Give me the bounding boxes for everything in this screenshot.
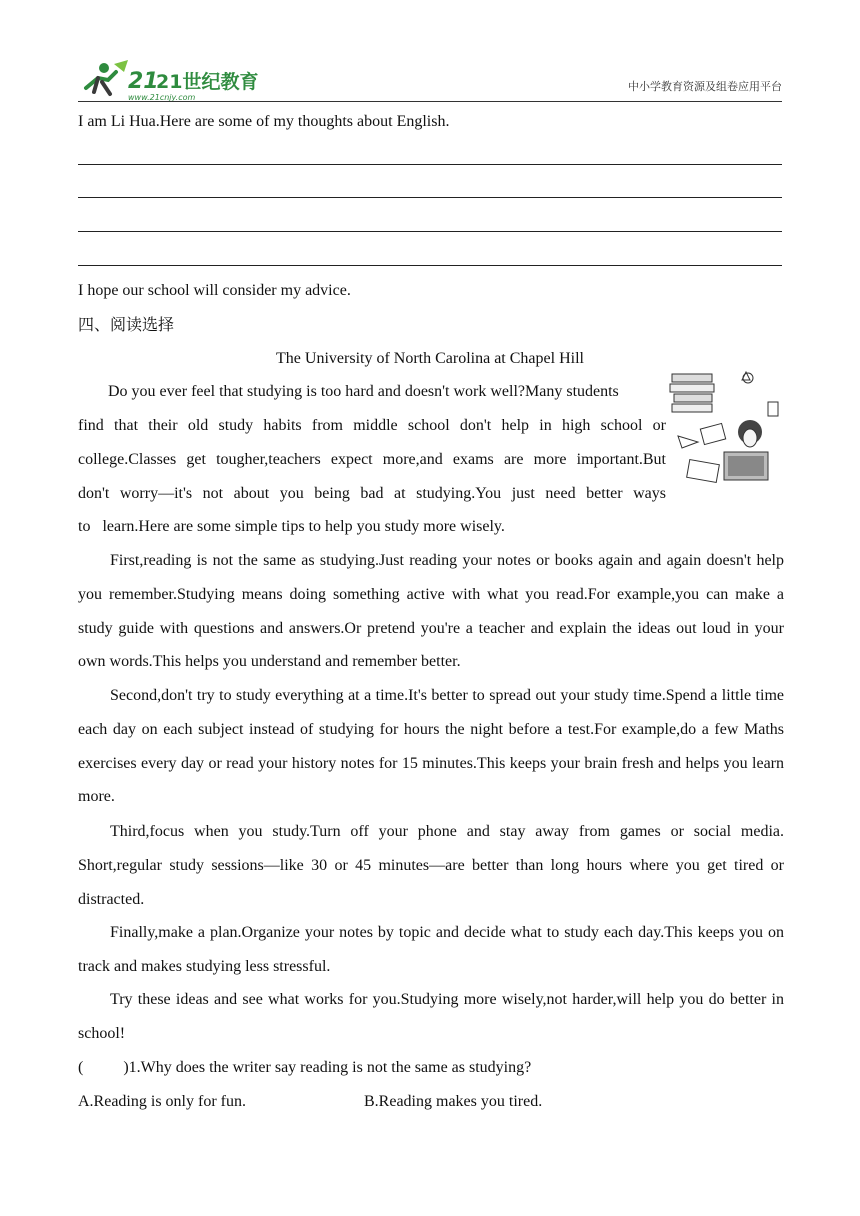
option-a[interactable]: A.Reading is only for fun.: [78, 1093, 246, 1110]
svg-text:www.21cnjy.com: www.21cnjy.com: [128, 93, 196, 102]
p1-line-5: to learn.Here are some simple tips to help you study more wisely.: [78, 518, 505, 535]
student-studying-illustration: [668, 366, 788, 494]
paragraph-5: Finally,make a plan.Organize your notes by topic and decide what to study each day.This keeps you on track and makes studying less stressful.: [78, 924, 784, 975]
svg-text:21: 21: [128, 69, 159, 94]
question-1-stem: ( )1.Why does the writer say reading is not the same as studying?: [78, 1059, 532, 1076]
answer-line-2[interactable]: [78, 197, 782, 198]
passage-title: The University of North Carolina at Chapel Hill: [276, 350, 584, 367]
paragraph-2: First,reading is not the same as studying.Just reading your notes or books again and again doesn't help you remember.Studying means doing something active with what you read.For example,you can make a study guide with questions and answers.Or pretend you're a teacher and explain the ideas out loud in your own words.This helps you understand and remember better.: [78, 552, 784, 671]
header-divider: [78, 101, 782, 102]
p1-line-4: don't worry—it's not about you being bad at studying.You just need better ways: [78, 485, 666, 502]
section-heading: 四、阅读选择: [78, 315, 175, 334]
p1-line-1: Do you ever feel that studying is too hard and doesn't work well?Many students: [108, 383, 619, 400]
logo-21cnjy: [78, 58, 278, 102]
answer-line-3[interactable]: [78, 231, 782, 232]
writing-opening: I am Li Hua.Here are some of my thoughts about English.: [78, 113, 450, 130]
page-header: [78, 58, 782, 102]
svg-text:21世纪教育: 21世纪教育: [156, 71, 259, 93]
answer-line-4[interactable]: [78, 265, 782, 266]
paragraph-3: Second,don't try to study everything at a time.It's better to spread out your study time.Spend a little time each day on each subject instead of studying for hours the night before a test.For example,do a few Maths exercises every day or read your history notes for 15 minutes.This keeps your brain fresh and helps you learn more.: [78, 687, 784, 806]
option-b[interactable]: B.Reading makes you tired.: [364, 1093, 543, 1110]
writing-closing: I hope our school will consider my advice.: [78, 282, 351, 299]
paragraph-6: Try these ideas and see what works for you.Studying more wisely,not harder,will help you do better in school!: [78, 991, 784, 1042]
p1-line-3: college.Classes get tougher,teachers expect more,and exams are more important.But: [78, 451, 666, 468]
p1-line-2: find that their old study habits from middle school don't help in high school or: [78, 417, 666, 434]
platform-name: 中小学教育资源及组卷应用平台: [628, 80, 782, 93]
answer-line-1[interactable]: [78, 164, 782, 165]
paragraph-4: Third,focus when you study.Turn off your phone and stay away from games or social media. Short,regular study sessions—like 30 or 45 minutes—are better than long hours where you get tired or distracted.: [78, 823, 784, 908]
